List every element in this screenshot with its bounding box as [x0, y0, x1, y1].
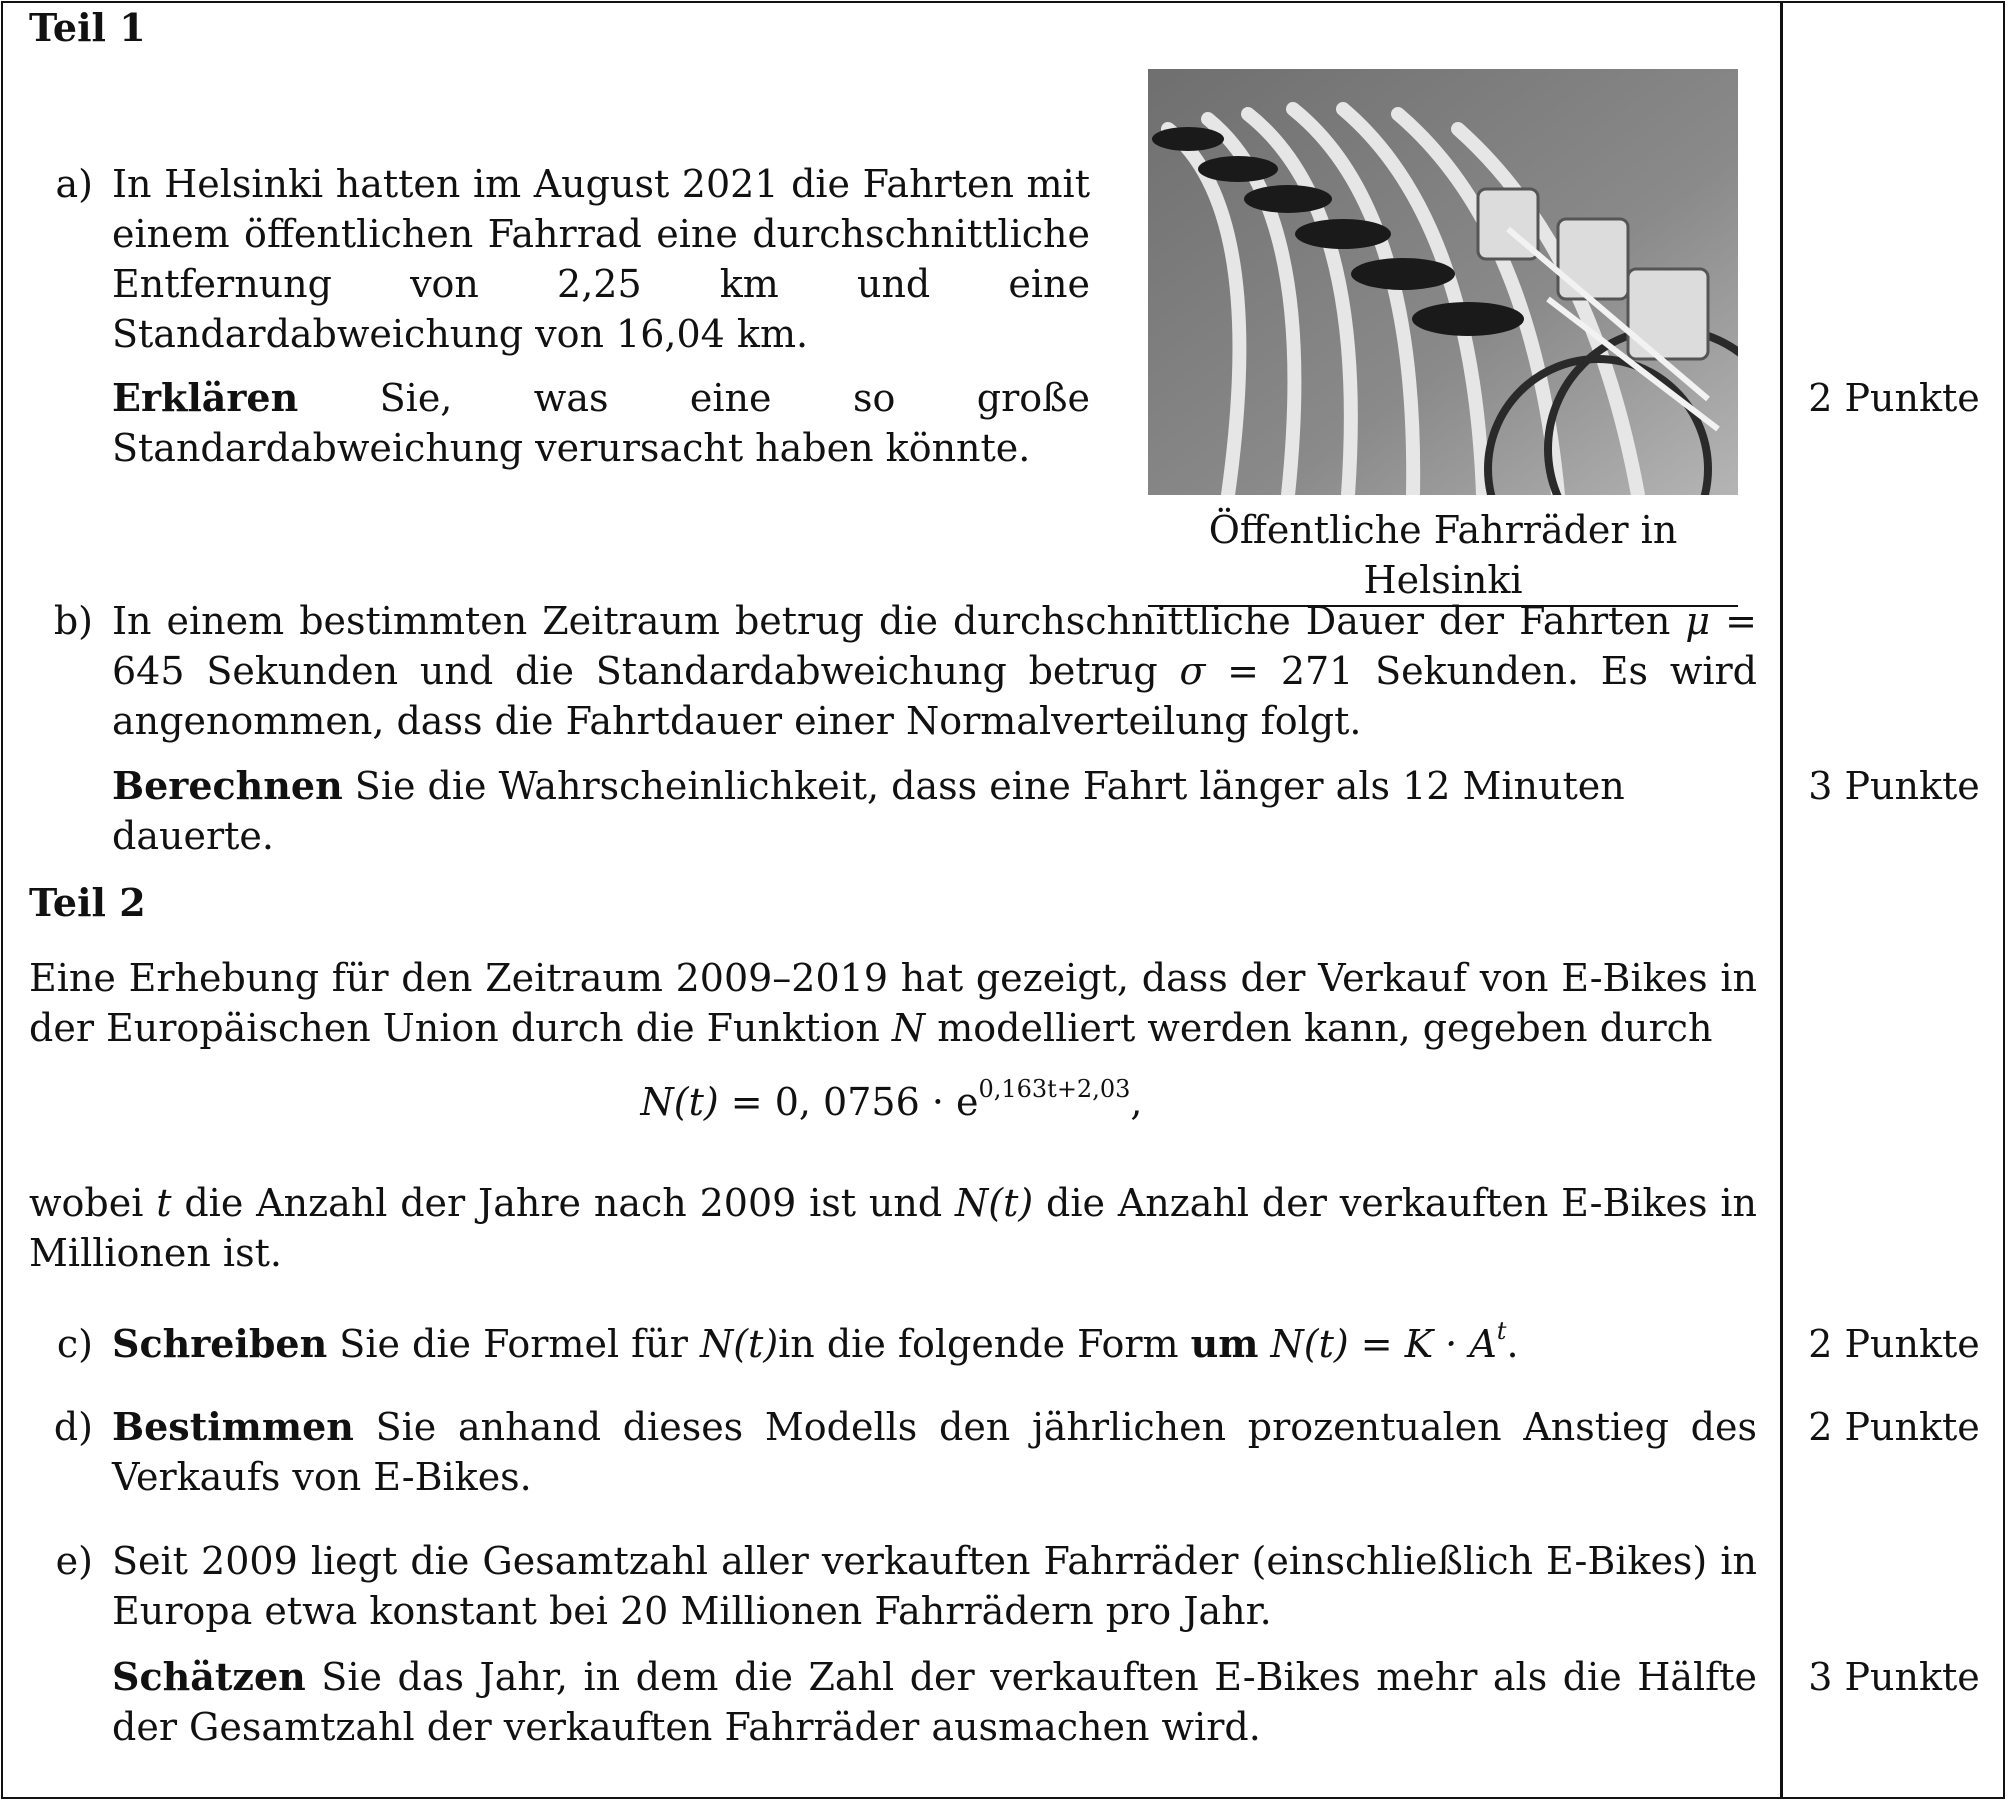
formula-rhs: = 0, 0756 · e — [718, 1080, 979, 1124]
where-text-3: die Anzahl der verkauften E-Bikes in Millionen ist. — [29, 1181, 1758, 1275]
task-a-instruction-rest: Sie, was eine so große Standardabweichung verursacht haben könnte. — [112, 376, 1090, 470]
task-c-text2: in die folgende Form — [778, 1322, 1191, 1366]
photo-caption: Öffentliche Fahrräder in Helsinki — [1148, 505, 1738, 607]
task-c-text1: Sie die Formel für — [327, 1322, 700, 1366]
task-b-label: b) — [53, 599, 93, 643]
task-c-verb: Schreiben — [112, 1321, 328, 1366]
task-c-um: um — [1190, 1321, 1259, 1366]
where-var-nt: N(t) — [955, 1181, 1034, 1225]
task-c-form: N(t) = K · A — [1258, 1322, 1497, 1366]
where-text-1: wobei — [29, 1181, 157, 1225]
formula-exponent: 0,163t+2,03 — [978, 1075, 1131, 1103]
bicycles-illustration — [1148, 69, 1738, 495]
mu-symbol: μ — [1685, 599, 1711, 643]
task-d-label: d) — [53, 1405, 93, 1449]
task-c-form-exp: t — [1496, 1317, 1507, 1345]
task-c-text — [112, 1319, 1757, 1369]
task-d-text-rest: Sie anhand dieses Modells den jährlichen prozentualen Anstieg des Verkaufs von E-Bikes. — [112, 1405, 1757, 1499]
bicycles-photo — [1148, 69, 1738, 495]
task-d-points: 2 Punkte — [1808, 1405, 1980, 1449]
part2-intro-start: Eine Erhebung für den Zeitraum 2009–2019 hat gezeigt, dass der Verkauf von E-Bikes in der Europäischen Union durch die Funktion — [29, 956, 1757, 1050]
task-b-text — [112, 596, 1757, 746]
task-e-text: Seit 2009 liegt die Gesamtzahl aller verkauften Fahrräder (einschließlich E-Bikes) in Europa etwa konstant bei 20 Millionen Fahrrädern pro Jahr. — [112, 1539, 1757, 1633]
part2-heading: Teil 2 — [29, 880, 146, 925]
exam-sheet — [1, 1, 2005, 1799]
model-formula — [3, 1077, 1780, 1127]
formula-tail: , — [1130, 1080, 1143, 1124]
task-c-points: 2 Punkte — [1808, 1322, 1980, 1366]
task-c-form-end: . — [1506, 1322, 1519, 1366]
where-var-t: t — [156, 1181, 172, 1225]
task-a-text: In Helsinki hatten im August 2021 die Fahrten mit einem öffentlichen Fahrrad eine durchschnittliche Entfernung von 2,25 km und eine Standardabweichung von 16,04 km. — [112, 162, 1090, 356]
task-b-verb: Berechnen — [112, 763, 343, 808]
part2-intro-var: N — [891, 1006, 926, 1050]
task-e-verb: Schätzen — [112, 1654, 306, 1699]
task-e-points: 3 Punkte — [1808, 1655, 1980, 1699]
task-c-label: c) — [56, 1322, 93, 1366]
formula-lhs: N(t) — [640, 1080, 719, 1124]
task-a-label: a) — [55, 162, 93, 206]
task-a-points: 2 Punkte — [1808, 376, 1980, 420]
where-text-2: die Anzahl der Jahre nach 2009 ist und — [171, 1181, 956, 1225]
task-b-points: 3 Punkte — [1808, 764, 1980, 808]
task-b-sigma-value: = 271 Sekunden. Es wird angenommen, dass die Fahrtdauer einer Normalverteilung folgt. — [112, 649, 1757, 743]
task-b-instruction-rest: Sie die Wahrscheinlichkeit, dass eine Fahrt länger als 12 Minuten dauerte. — [112, 764, 1625, 858]
task-d-verb: Bestimmen — [112, 1404, 354, 1449]
sigma-symbol: σ — [1179, 649, 1206, 693]
task-e-instruction-rest: Sie das Jahr, in dem die Zahl der verkauften E-Bikes mehr als die Hälfte der Gesamtzahl der verkauften Fahrräder ausmachen wird. — [112, 1655, 1757, 1749]
task-b-instruction — [112, 761, 1757, 861]
task-a-verb: Erklären — [112, 375, 299, 420]
task-b-mu-value: = 645 Sekunden und die Standardabweichung betrug — [112, 599, 1758, 693]
points-column-divider — [1780, 3, 1783, 1797]
task-e-instruction — [112, 1652, 1757, 1752]
task-e-label: e) — [55, 1539, 93, 1583]
part2-where — [29, 1178, 1757, 1278]
part2-intro-end: modelliert werden kann, gegeben durch — [925, 1006, 1713, 1050]
part2-intro — [29, 953, 1757, 1053]
task-c-nt: N(t) — [699, 1322, 779, 1366]
task-a-instruction — [112, 373, 1090, 473]
task-b-text-start: In einem bestimmten Zeitraum betrug die durchschnittliche Dauer der Fahrten — [112, 599, 1686, 643]
part1-heading: Teil 1 — [29, 5, 146, 50]
task-d-text — [112, 1402, 1757, 1502]
